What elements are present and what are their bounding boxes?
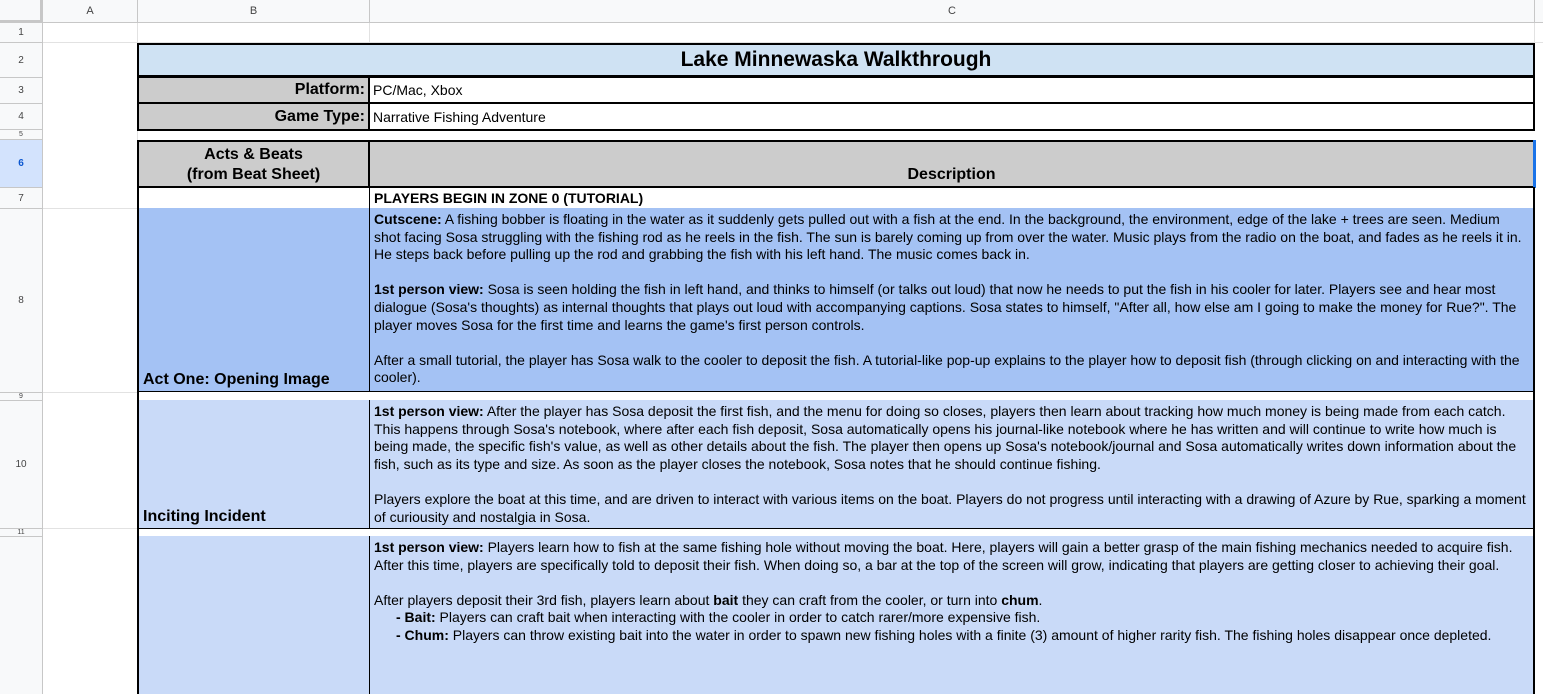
row-header-1[interactable]: 1: [0, 23, 43, 43]
row-header-10[interactable]: 10: [0, 401, 43, 529]
bait-keyword: bait: [713, 591, 739, 608]
gridline: [369, 23, 370, 43]
platform-label[interactable]: Platform:: [137, 77, 370, 104]
acts-header-line2: (from Beat Sheet): [186, 166, 321, 183]
paragraph: [374, 491, 1529, 526]
row-header-2[interactable]: 2: [0, 43, 43, 78]
sheet-title[interactable]: Lake Minnewaska Walkthrough: [137, 43, 1535, 77]
body-text: A fishing bobber is floating in the water as it suddenly gets pulled out with a fish at the end. In the background, the environment, edge of the lake + trees are seen. Medium shot facing Sosa struggling with the fishing rod as he reels in the fish. The sun is barely coming up from over the water. Music plays from the radio on the boat, and fades as he reels it in. He steps back before pulling up the rod and grabbing the fish with his left hand. The music comes back in.: [374, 211, 1522, 263]
game-type-label[interactable]: Game Type:: [137, 103, 370, 131]
paragraph: [374, 352, 1529, 387]
row-header-5[interactable]: 5: [0, 130, 43, 140]
body-text: After a small tutorial, the player has Sosa walk to the cooler to deposit the fish. A tutorial-like pop-up explains to the player how to deposit fish (through clicking on and interacting with the cooler).: [374, 351, 1520, 386]
select-all-corner[interactable]: [0, 0, 43, 23]
paragraph: [374, 403, 1529, 473]
gridline: [1534, 23, 1535, 43]
gridline: [43, 528, 137, 529]
column-header-d[interactable]: [1535, 0, 1543, 23]
paragraph: [374, 539, 1529, 574]
game-type-value[interactable]: Narrative Fishing Adventure: [369, 103, 1535, 131]
paragraph: [374, 211, 1529, 264]
act-cell-tutorial[interactable]: [137, 536, 370, 694]
row-header-6[interactable]: 6: [0, 140, 43, 188]
selection-edge: [1533, 140, 1536, 188]
body-text: After players deposit their 3rd fish, players learn about: [374, 591, 714, 608]
body-text: they can craft from the cooler, or turn into: [738, 591, 1002, 608]
bait-bullet: [374, 609, 1529, 627]
description-cell-opening-image[interactable]: [369, 208, 1535, 392]
lead-text: 1st person view:: [374, 281, 484, 298]
row-header-4[interactable]: 4: [0, 104, 43, 130]
row-header-3[interactable]: 3: [0, 78, 43, 104]
paragraph: [374, 281, 1529, 334]
row-header-11[interactable]: 11: [0, 529, 43, 537]
column-header-b[interactable]: B: [138, 0, 370, 23]
act-cell-opening-image[interactable]: [137, 208, 370, 392]
lead-text: - Chum:: [396, 626, 449, 643]
paragraph: [374, 592, 1529, 610]
acts-header-line1: Acts & Beats: [204, 146, 303, 163]
acts-beats-header[interactable]: [137, 140, 370, 188]
lead-text: 1st person view:: [374, 539, 484, 555]
lead-text: Cutscene:: [374, 211, 442, 227]
body-text: After the player has Sosa deposit the first fish, and the menu for doing so closes, players then learn about tracking how much money is being made from each catch. This happens through Sosa's notebook, where after each fish deposit, Sosa automatically opens his journal-like notebook where he has written and will continue to write how much is being made, the specific fish's value, as well as other details about the fish. The player then opens up Sosa's notebook/journal and Sosa automatically writes down information about the fish, such as its type and size. As soon as the player closes the notebook, Sosa notes that he should continue fishing.: [374, 403, 1517, 472]
act-label: Act One: Opening Image: [143, 371, 330, 388]
description-cell-inciting-incident[interactable]: [369, 400, 1535, 529]
column-header-c[interactable]: C: [370, 0, 1535, 23]
column-header-a[interactable]: A: [43, 0, 138, 23]
row-header-12[interactable]: [0, 537, 43, 694]
row-header-8[interactable]: 8: [0, 209, 43, 393]
lead-text: 1st person view:: [374, 403, 484, 419]
chum-bullet: [374, 627, 1529, 645]
description-cell-tutorial[interactable]: [369, 536, 1535, 694]
row-header-7[interactable]: 7: [0, 188, 43, 209]
body-text: Players explore the boat at this time, and are driven to interact with various items on the boat. Players do not progress until interacting with a drawing of Azure by Rue, sparking a moment of curiousity and nostalgia in Sosa.: [374, 490, 1526, 525]
act-cell-inciting-incident[interactable]: [137, 400, 370, 529]
platform-value[interactable]: PC/Mac, Xbox: [369, 77, 1535, 104]
chum-keyword: chum: [1001, 591, 1039, 608]
gridline: [43, 208, 137, 209]
lead-text: - Bait:: [396, 609, 436, 626]
row-header-9[interactable]: 9: [0, 393, 43, 401]
description-header[interactable]: Description: [368, 140, 1535, 188]
gridline: [43, 392, 137, 393]
zone-blank-cell[interactable]: [137, 187, 370, 209]
act-label: Inciting Incident: [143, 508, 266, 525]
body-text: Players can craft bait when interacting with the cooler in order to catch rarer/more expensive fish.: [435, 609, 1041, 626]
body-text: Players can throw existing bait into the water in order to spawn new fishing holes with a finite (3) amount of higher rarity fish. The fishing holes disappear once depleted.: [448, 626, 1492, 643]
zone-note[interactable]: PLAYERS BEGIN IN ZONE 0 (TUTORIAL): [369, 187, 1535, 209]
body-text: Sosa is seen holding the fish in left hand, and thinks to himself (or talks out loud) that now he needs to put the fish in his cooler for later. Players see and hear most dialogue (Sosa's thoughts) as internal thoughts that plays out loud with accompanying captions. Sosa states to himself, "After all, how else am I going to make the money for Rue?". The player moves Sosa for the first time and learns the game's first person controls.: [374, 281, 1517, 333]
body-text: .: [1038, 591, 1043, 608]
body-text: Players learn how to fish at the same fishing hole without moving the boat. Here, players will gain a better grasp of the main fishing mechanics needed to acquire fish. After this time, players are specifically told to deposit their fish. When doing so, a bar at the top of the screen will grow, indicating that players are getting closer to achieving their goal.: [374, 539, 1513, 573]
